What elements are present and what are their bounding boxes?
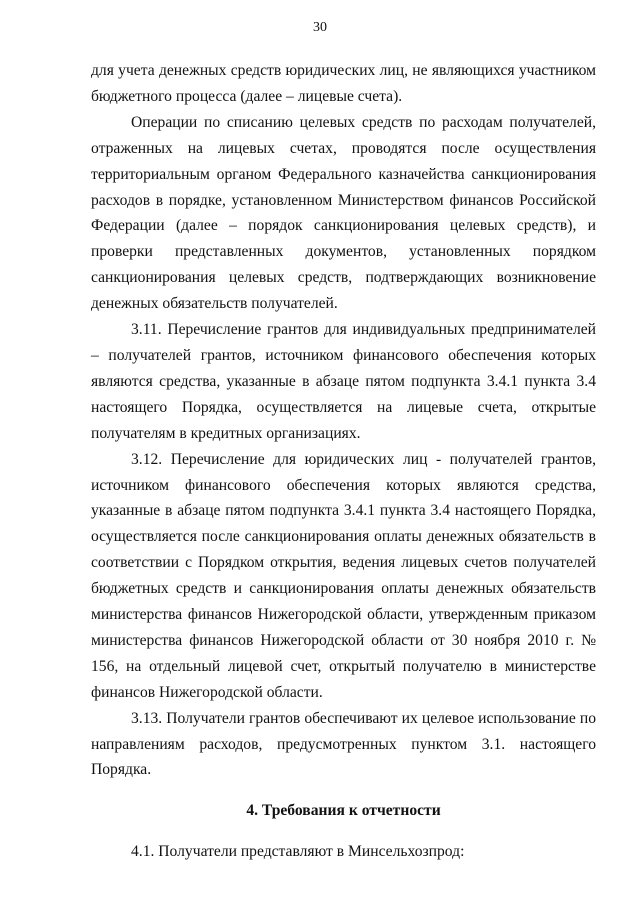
section-heading: 4. Требования к отчетности <box>246 802 441 820</box>
paragraph-3-11: 3.11. Перечисление грантов для индивидуальных предпринимателей – получателей грантов, источником финансового обеспечения которых являются средства, указанные в абзаце пятом подпункта 3.4.1 пункта 3.4 настоящего Порядка, осуществляется на лицевые счета, открытые получателям в кредитных организациях. <box>91 321 596 442</box>
document-body <box>91 58 596 865</box>
paragraph-continuation: для учета денежных средств юридических лиц, не являющихся участником бюджетного процесса (далее – лицевые счета). <box>91 62 596 105</box>
page-number: 30 <box>313 20 327 35</box>
paragraph-4-1: 4.1. Получатели представляют в Минсельхозпрод: <box>131 843 465 861</box>
paragraph-operations: Операции по списанию целевых средств по расходам получателей, отраженных на лицевых счетах, проводятся после осуществления территориальным органом Федерального казначейства санкционирования расходов в порядке, установленном Министерством финансов Российской Федерации (далее – порядок санкционирования целевых средств), и проверки представленных документов, установленных порядком санкционирования целевых средств, подтверждающих возникновение денежных обязательств получателей. <box>91 113 596 313</box>
paragraph-3-13: 3.13. Получатели грантов обеспечивают их целевое использование по направлениям расходов, предусмотренных пунктом 3.1. настоящего Порядка. <box>91 709 596 779</box>
paragraph-3-12: 3.12. Перечисление для юридических лиц - получателей грантов, источником финансового обеспечения которых являются средства, указанные в абзаце пятом подпункта 3.4.1 пункта 3.4 настоящего Порядка, осуществляется после санкционирования оплаты денежных обязательств в соответствии с Порядком открытия, ведения лицевых счетов получателей бюджетных средств и санкционирования оплаты денежных обязательств министерства финансов Нижегородской области, утвержденным приказом министерства финансов Нижегородской области от 30 ноября 2010 г. № 156, на отдельный лицевой счет, открытый получателю в министерстве финансов Нижегородской области. <box>91 450 596 701</box>
